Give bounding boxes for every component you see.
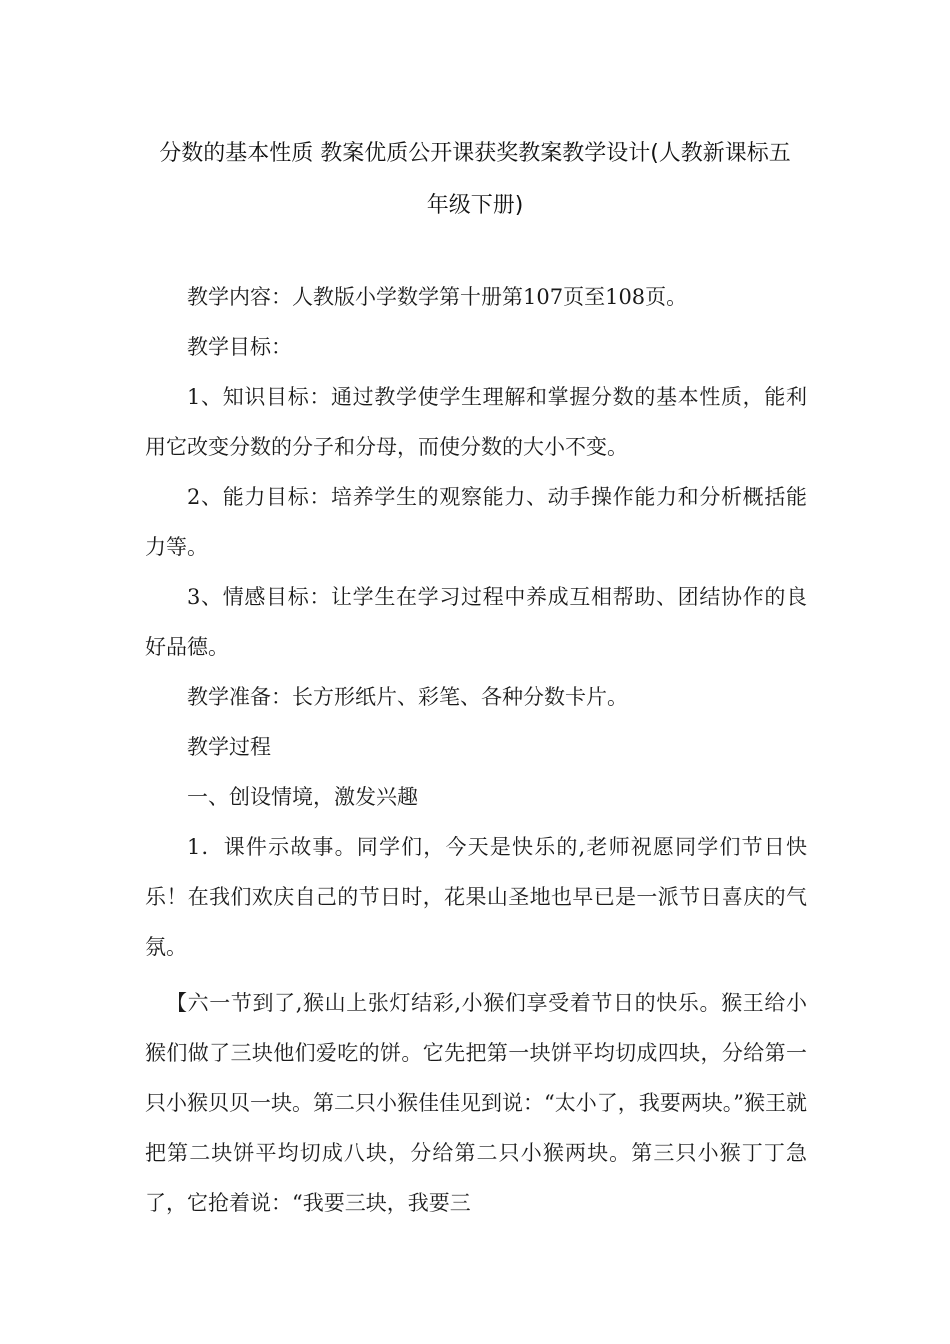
document-body bbox=[145, 272, 807, 1228]
paragraph-ability-objective: 2、能力目标：培养学生的观察能力、动手操作能力和分析概括能力等。 bbox=[145, 485, 807, 559]
title-line-2: 年级下册) bbox=[426, 193, 524, 218]
paragraph-process-heading: 教学过程 bbox=[187, 735, 271, 759]
paragraph-section-one-heading: 一、创设情境，激发兴趣 bbox=[187, 785, 418, 809]
paragraph-preparation: 教学准备：长方形纸片、彩笔、各种分数卡片。 bbox=[187, 685, 628, 709]
paragraph-story-intro: 1．课件示故事。同学们，今天是快乐的,老师祝愿同学们节日快乐！在我们欢庆自己的节日时，花果山圣地也早已是一派节日喜庆的气氛。 bbox=[145, 835, 807, 959]
document-title bbox=[140, 128, 810, 232]
paragraph-objectives-heading: 教学目标： bbox=[187, 335, 292, 359]
paragraph-emotion-objective: 3、情感目标：让学生在学习过程中养成互相帮助、团结协作的良好品德。 bbox=[145, 585, 807, 659]
paragraph-knowledge-objective: 1、知识目标：通过教学使学生理解和掌握分数的基本性质，能利用它改变分数的分子和分母，而使分数的大小不变。 bbox=[145, 385, 807, 459]
title-line-1: 分数的基本性质 教案优质公开课获奖教案教学设计(人教新课标五 bbox=[159, 141, 791, 166]
paragraph-story: 【六一节到了,猴山上张灯结彩,小猴们享受着节日的快乐。猴王给小猴们做了三块他们爱吃的饼。它先把第一块饼平均切成四块，分给第一只小猴贝贝一块。第二只小猴佳佳见到说：“太小了，我要两块。”猴王就把第二块饼平均切成八块，分给第二只小猴两块。第三只小猴丁丁急了，它抢着说：“我要三块，我要三 bbox=[145, 991, 807, 1215]
paragraph-content: 教学内容：人教版小学数学第十册第107页至108页。 bbox=[187, 285, 688, 309]
